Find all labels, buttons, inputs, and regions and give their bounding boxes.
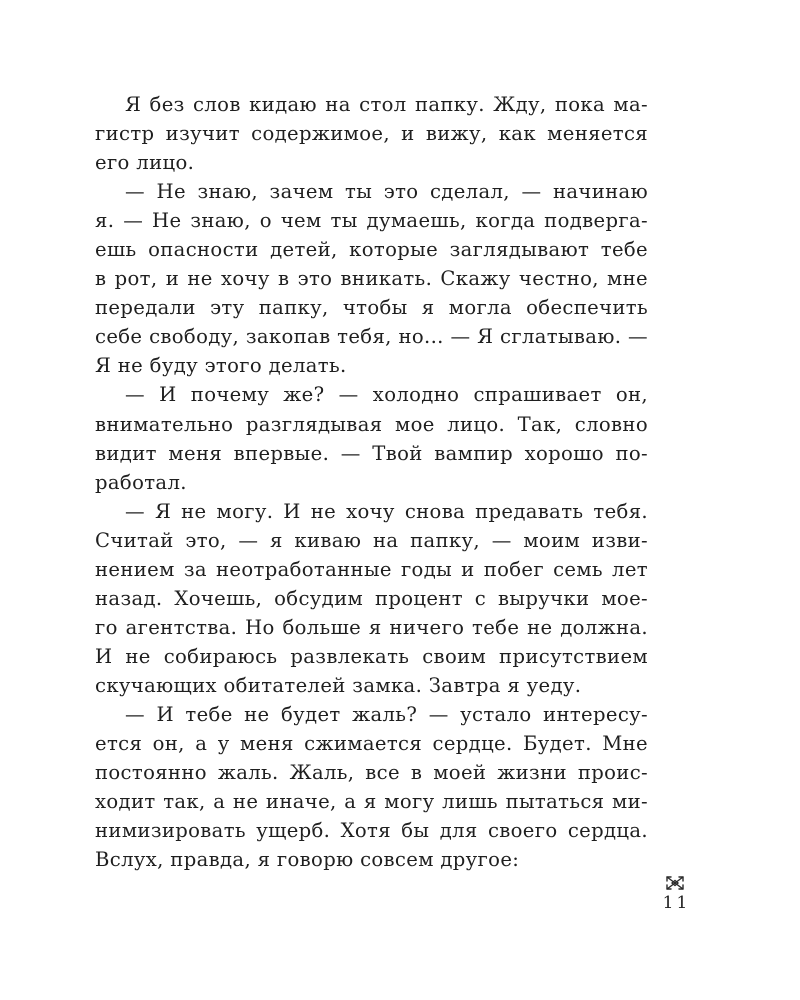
text-line: — Я не могу. И не хочу снова предавать тебя.	[125, 499, 648, 523]
text-line: его лицо.	[95, 151, 195, 175]
cross-knot-ornament-icon	[665, 875, 685, 891]
text-line: себе свободу, закопав тебя, но... — Я сглатываю. —	[95, 325, 648, 349]
text-line: ходит так, а не иначе, а я могу лишь пытаться ми-	[95, 790, 648, 814]
text-line: я. — Не знаю, о чем ты думаешь, когда подверга-	[95, 209, 648, 233]
page-number: 11	[662, 893, 691, 913]
text-line: Считай это, — я киваю на папку, — моим изви-	[95, 528, 648, 552]
text-line: ешь опасности детей, которые заглядывают тебе	[95, 238, 648, 262]
body-text	[95, 90, 648, 874]
text-line: го агентства. Но больше я ничего тебе не должна.	[95, 615, 648, 639]
text-line: И не собираюсь развлекать своим присутствием	[95, 644, 648, 668]
text-line: назад. Хочешь, обсудим процент с выручки мое-	[95, 586, 648, 610]
text-line: Я без слов кидаю на стол папку. Жду, пока ма-	[125, 93, 648, 116]
text-line: внимательно разглядывая мое лицо. Так, словно	[95, 412, 648, 436]
page-folio	[655, 875, 695, 913]
text-line: нимизировать ущерб. Хотя бы для своего сердца.	[95, 819, 648, 843]
text-line: нением за неотработанные годы и побег семь лет	[95, 557, 648, 581]
text-line: Я не буду этого делать.	[95, 354, 347, 378]
text-line: гистр изучит содержимое, и вижу, как меняется	[95, 122, 648, 146]
text-line: в рот, и не хочу в это вникать. Скажу честно, мне	[95, 267, 648, 291]
text-line: постоянно жаль. Жаль, все в моей жизни проис-	[95, 761, 648, 785]
text-line: передали эту папку, чтобы я могла обеспечить	[95, 296, 648, 320]
text-line: — Не знаю, зачем ты это сделал, — начинаю	[125, 180, 648, 204]
text-line: Вслух, правда, я говорю совсем другое:	[95, 848, 520, 872]
text-line: — И почему же? — холодно спрашивает он,	[125, 383, 648, 407]
text-line: скучающих обитателей замка. Завтра я уеду.	[95, 673, 582, 697]
text-line: — И тебе не будет жаль? — устало интересу-	[125, 702, 648, 726]
text-line: ется он, а у меня сжимается сердце. Будет. Мне	[95, 732, 648, 756]
text-line: видит меня впервые. — Твой вампир хорошо по-	[95, 441, 648, 465]
text-line: работал.	[95, 470, 187, 494]
